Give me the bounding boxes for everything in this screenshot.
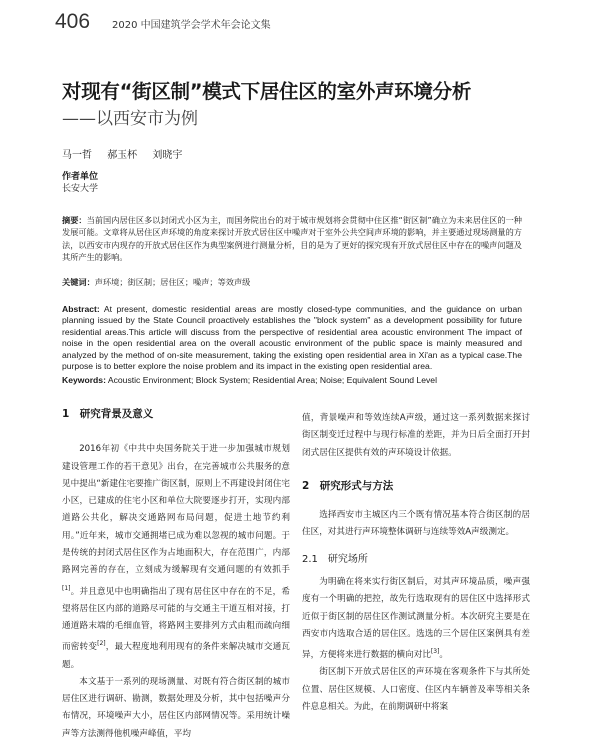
section-2-1-heading: 2.1 研究场所 [302, 553, 368, 565]
section-2-paragraph: 选择西安市主城区内三个既有情况基本符合街区制的居住区，对其进行声环境整体调研与连续等效A声级测定。 [302, 510, 530, 538]
section-1-paragraph-2: 本文基于一系列的现场测量、对既有符合街区制的城市居住区进行调研、勘测，数据处理及分析，其中包括噪声分布情况，环境噪声大小，居住区内部网情况等。采用统计噪声等方法测得他机噪声峰值，平均 [62, 676, 290, 739]
affiliation-name: 长安大学 [62, 184, 99, 194]
body-columns [0, 404, 600, 750]
section-2-1-paragraph: 为明确在将来实行街区制后，对其声环境品质，噪声强度有一个明确的把控，故先行选取现有的居住区中选择形式近似于街区制的居住区作测试测量分析。本次研究主要是在西安市内选取合适的居住区。选选的三个居住区案例具有差异，方便将来进行数据的横向对比[3]。 [302, 577, 530, 661]
keywords-cn-text: 声环境；街区制；居住区；噪声；等效声级 [94, 277, 251, 287]
right-column [302, 410, 530, 716]
section-2-heading: 2 研究形式与方法 [302, 479, 394, 492]
citation-ref: [2] [97, 640, 106, 648]
author-list [62, 146, 194, 161]
keywords-cn [62, 276, 522, 288]
page-number: 406 [55, 10, 91, 33]
affiliation-label: 作者单位 [62, 172, 99, 182]
citation-ref: [1] [62, 584, 71, 592]
section-2-1-paragraph-2: 街区制下开放式居住区的声环境在客观条件下与其所处位置、居住区规模、人口密度、住区内车辆普及率等相关条件息息相关。为此，在前期调研中将案 [302, 667, 530, 713]
abstract-cn-text: 当前国内居住区多以封闭式小区为主，而国务院出台的对于城市规划将会贯彻中住区推“街区制”确立为未来居住区的一种发展可能。文章将从居住区声环境的角度来探讨开放式居住区中噪声对于室外公共空间声环境的影响，并主要通过现场测量的方法，以西安市内现存的开放式居住区作为典型案例进行测量分析，目的是为了更好的探究现有开放式居住区中存在的噪声问题及其所产生的影响。 [62, 215, 522, 263]
page-header [55, 10, 555, 34]
paper-subtitle: ——以西安市为例 [62, 109, 198, 129]
section-1-paragraph: 2016年初《中共中央国务院关于进一步加强城市规划建设管理工作的若干意见》出台，在完善城市公共服务的意见中提出“新建住宅要推广街区制，原则上不再建设封闭住宅小区，已建成的住宅小区和单位大院要逐步打开，实现内部道路公共化，解决交通路网布局问题，促进土地节约利用。”近年来，城市交通拥堵已成为难以忽视的城市问题。于是传统的封闭式居住区作为占地面积大，存在范围广，内部路网完善的存在，立刻成为缓解现有交通问题的有效抓手[1]。并且意见中也明确指出了现有居住区中存在的不足，希望将居住区内部的道路尽可能的与交通主干道互相对接，打通道路末端的毛细血管，将路网主要排列方式由粗而疏向细而密转变[2]，最大程度地利用现有的条件来解决城市交通瓦题。 [62, 444, 290, 670]
abstract-cn-label: 摘要： [62, 215, 87, 225]
conference-name: 2020 中国建筑学会学术年会论文集 [112, 20, 271, 31]
citation-ref: [3] [430, 648, 440, 656]
section-1-continued: 值，背景噪声和等效连续A声级，通过这一系列数据来探讨街区制变迁过程中与现行标准的差距，并为日后全面打开封闭式居住区提供有效的声环境设计依据。 [302, 413, 530, 458]
abstract-cn [62, 214, 522, 264]
keywords-en-label: Keywords: [62, 375, 106, 385]
keywords-cn-label: 关键词： [62, 277, 95, 287]
author-name: 郝玉杯 [107, 150, 138, 161]
author-name: 马一哲 [62, 150, 92, 161]
left-column [62, 406, 290, 743]
keywords-en-text: Acoustic Environment; Block System; Residential Area; Noise; Equivalent Sound Level [107, 375, 437, 385]
abstract-en-label: Abstract: [62, 304, 100, 314]
abstract-en [62, 304, 522, 372]
abstract-en-text: At present, domestic residential areas are mostly closed-type communities, and the guidance on urban planning issued by the State Council proactively establishes the "block system" as a development possibility for future residential areas.This article will discuss from the perspective of residential area acoustic environment The impact of noise in the open residential area on the overall acoustic environment of the public space is mainly measured and analyzed by the method of on-site measurement, taking the existing open residential area in Xi'an as a typical case.The purpose is to better explore the noise problem and its impact in the existing open residential area. [62, 304, 522, 372]
section-1-heading: 1 研究背景及意义 [62, 408, 154, 420]
paper-title: 对现有“街区制”模式下居住区的室外声环境分析 [62, 80, 472, 103]
author-name: 刘晓宇 [152, 150, 183, 161]
keywords-en [62, 375, 522, 386]
